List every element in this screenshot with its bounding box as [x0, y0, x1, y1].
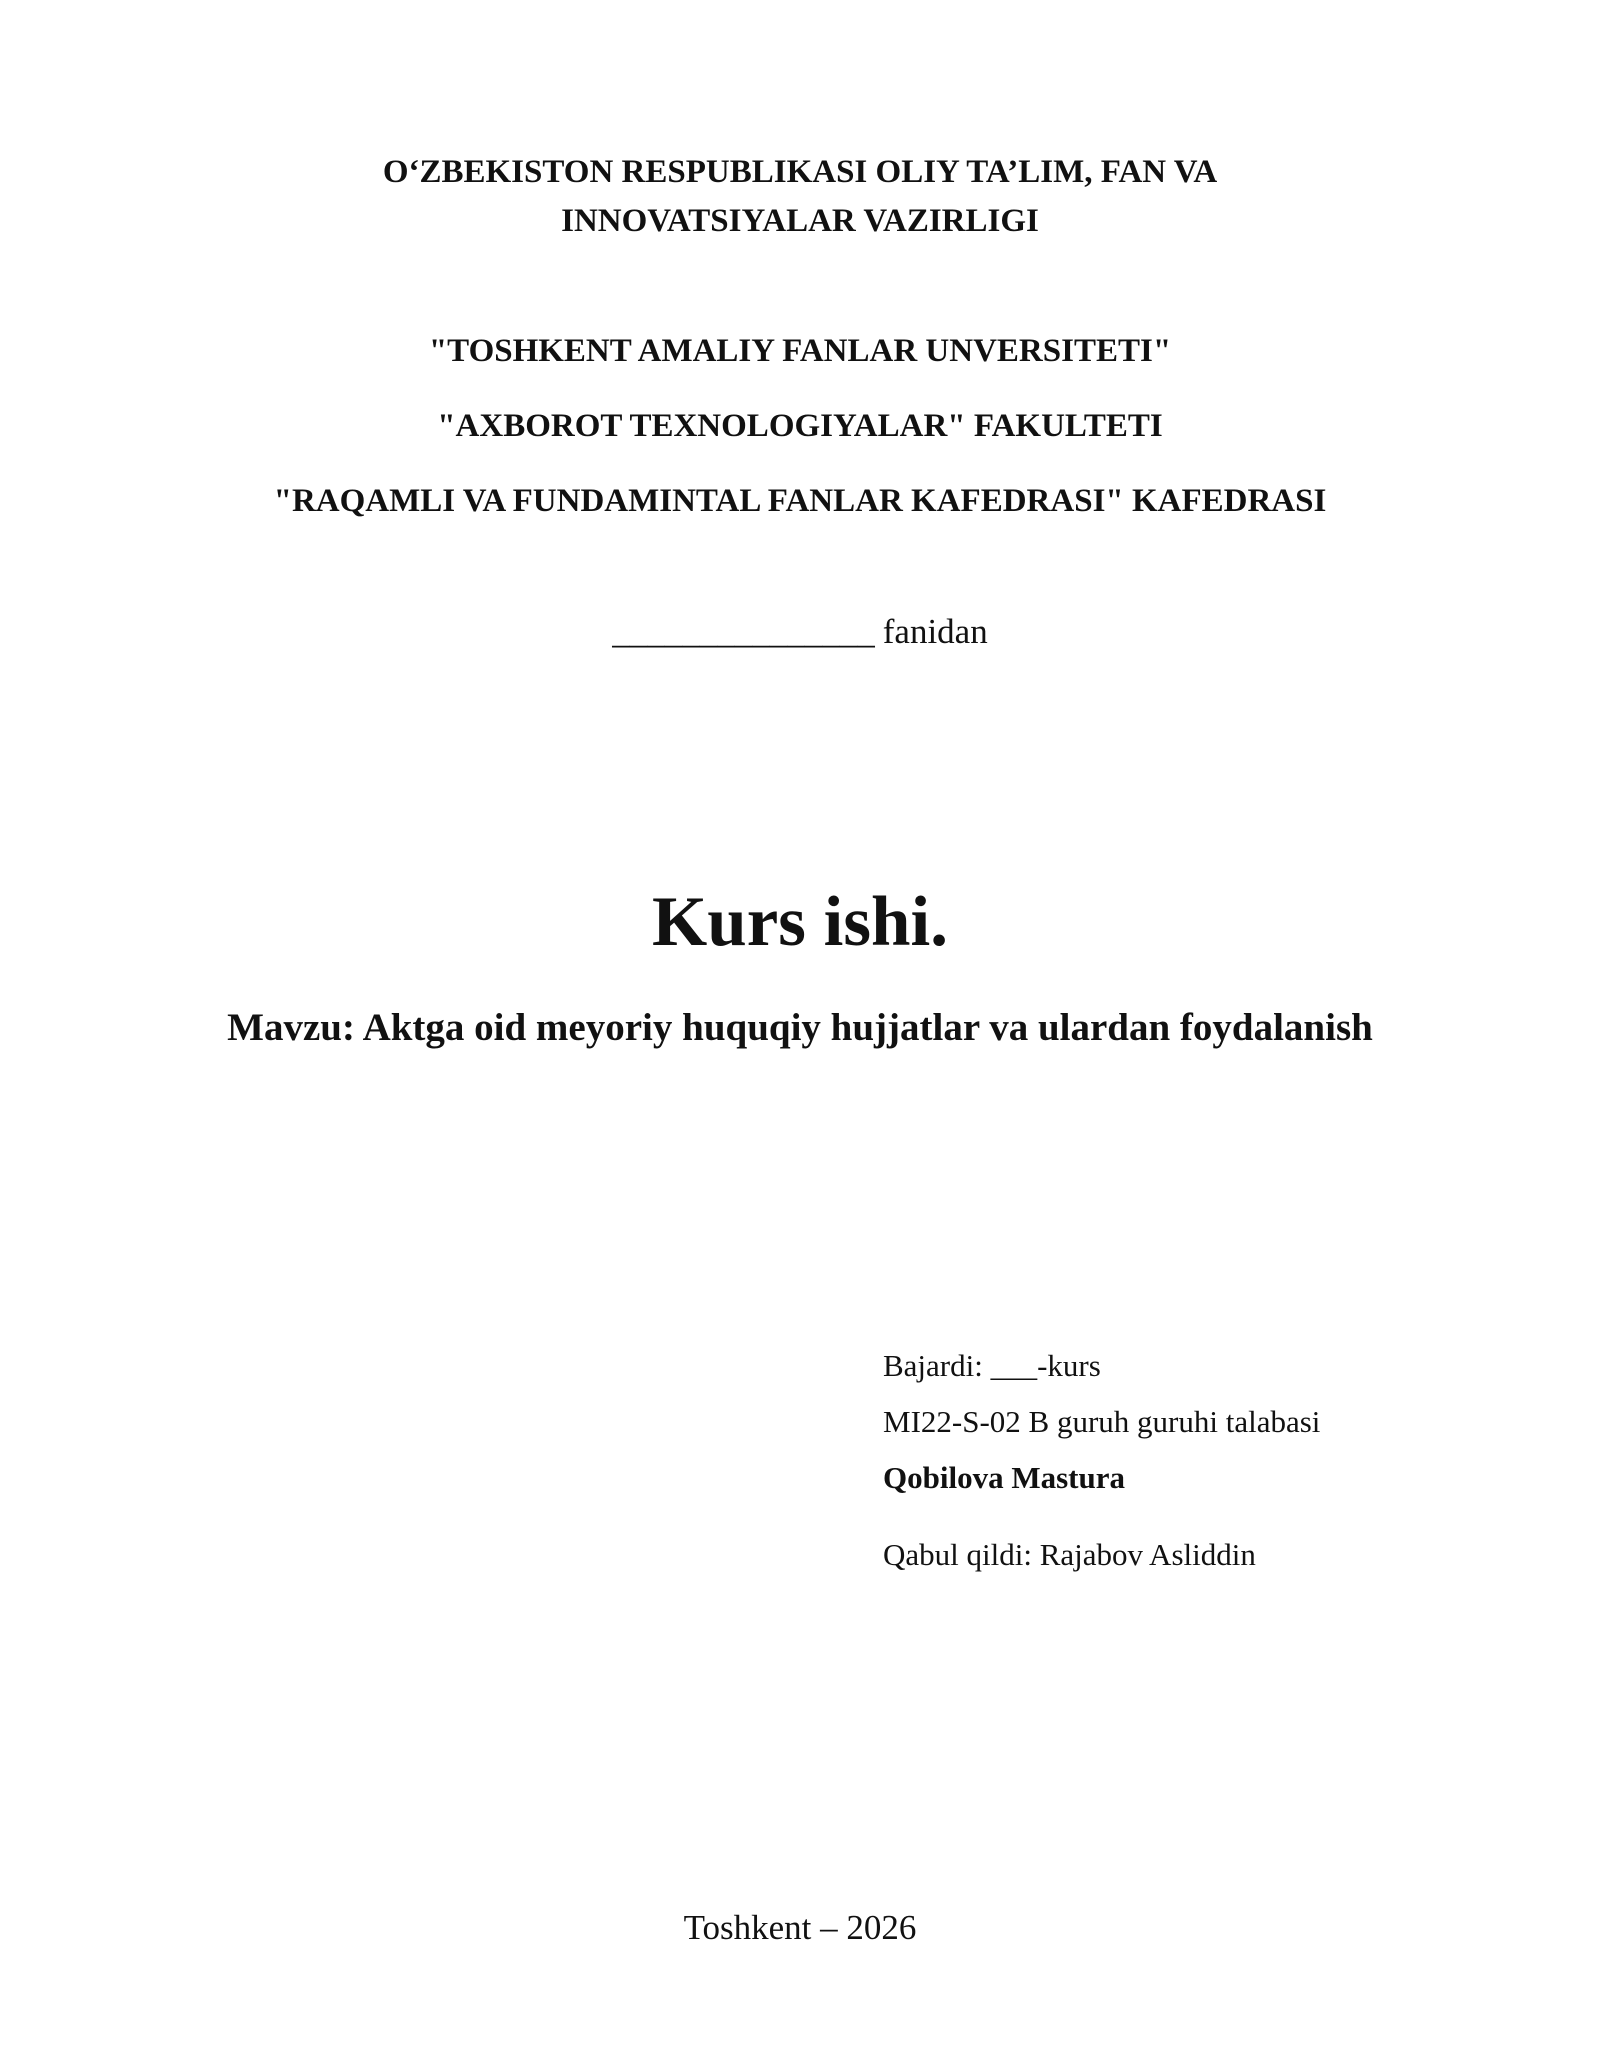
work-title: Kurs ishi.	[652, 883, 948, 961]
subject-blank: _______________	[612, 612, 875, 651]
ministry-heading	[0, 148, 1600, 246]
ministry-line-1: O‘ZBEKISTON RESPUBLIKASI OLIY TA’LIM, FAN VA	[382, 154, 1218, 190]
student-name: Qobilova Mastura	[883, 1460, 1125, 1495]
city-year: Toshkent – 2026	[683, 1908, 917, 1947]
work-topic: Mavzu: Aktga oid meyoriy huquqiy hujjatlar va ulardan foydalanish	[227, 1006, 1373, 1049]
university-name: "TOSHKENT AMALIY FANLAR UNVERSITETI"	[428, 333, 1172, 369]
student-group: MI22-S-02 B guruh guruhi talabasi	[883, 1404, 1321, 1439]
accepted-by: Qabul qildi: Rajabov Asliddin	[883, 1537, 1256, 1572]
done-by: Bajardi: ___-kurs	[883, 1348, 1101, 1383]
department-name: "RAQAMLI VA FUNDAMINTAL FANLAR KAFEDRASI" KAFEDRASI	[273, 483, 1327, 519]
subject-suffix: fanidan	[882, 612, 988, 651]
faculty-name: "AXBOROT TEXNOLOGIYALAR" FAKULTETI	[437, 408, 1163, 444]
subject-line	[0, 612, 1600, 652]
ministry-line-2: INNOVATSIYALAR VAZIRLIGI	[561, 203, 1039, 239]
